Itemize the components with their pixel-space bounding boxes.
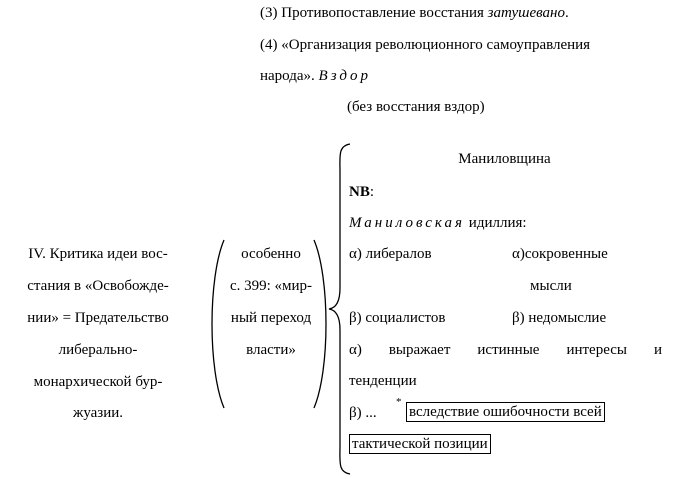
nb-mark: NB	[349, 184, 370, 200]
idyll-rest: идиллия:	[465, 215, 527, 231]
right-heading: Маниловщина	[458, 151, 551, 167]
alpha-secret-b: мысли	[530, 278, 572, 294]
left-line-1: IV. Критика идеи вос-	[28, 246, 168, 262]
middle-line-4: власти»	[246, 342, 296, 358]
alpha-secret-a: α)сокровенные	[512, 246, 608, 262]
middle-line-1: особенно	[241, 246, 301, 262]
alpha-expr-a: α) выражает истинные интересы и	[349, 342, 662, 358]
middle-line-2: с. 399: «мир-	[229, 278, 313, 294]
top-line-4b-text: народа».	[260, 68, 319, 84]
beta-socialists: β) социалистов	[349, 310, 446, 326]
alpha-expr-b: тенденции	[349, 373, 417, 389]
top-line-3-italic: затушевано	[487, 5, 565, 21]
left-line-5: монархической бур-	[33, 374, 163, 390]
beta-thought: β) недомыслие	[512, 310, 607, 326]
beta-dots: β) ...	[349, 405, 377, 421]
top-line-4a: (4) «Организация революционного самоуправления	[260, 37, 591, 53]
top-line-4b-spaced: Вздор	[318, 68, 371, 84]
idyll-spaced: Маниловская	[349, 215, 466, 231]
top-line-5: (без восстания вздор)	[347, 99, 485, 115]
alpha-liberals: α) либералов	[349, 246, 432, 262]
left-line-6: жуазии.	[72, 405, 124, 421]
top-line-3-end: .	[564, 5, 569, 21]
footnote-star: *	[396, 396, 402, 408]
top-line-3-num: (3)	[260, 5, 282, 21]
top-line-3	[260, 4, 569, 22]
left-line-4: либерально-	[58, 342, 138, 358]
top-line-4b	[260, 67, 371, 85]
top-line-3-text: Противопоставление восстания	[281, 5, 488, 21]
left-line-3: нии» = Предательство	[27, 310, 169, 326]
nb-colon: :	[369, 184, 375, 200]
boxed-text-b: тактической позиции	[349, 434, 491, 454]
boxed-text-a: вследствие ошибочности всей	[406, 402, 605, 422]
idyll-line	[349, 214, 527, 232]
nb-line	[349, 183, 374, 201]
left-line-2: стания в «Освобожде-	[27, 278, 169, 294]
middle-line-3: ный переход	[230, 310, 312, 326]
